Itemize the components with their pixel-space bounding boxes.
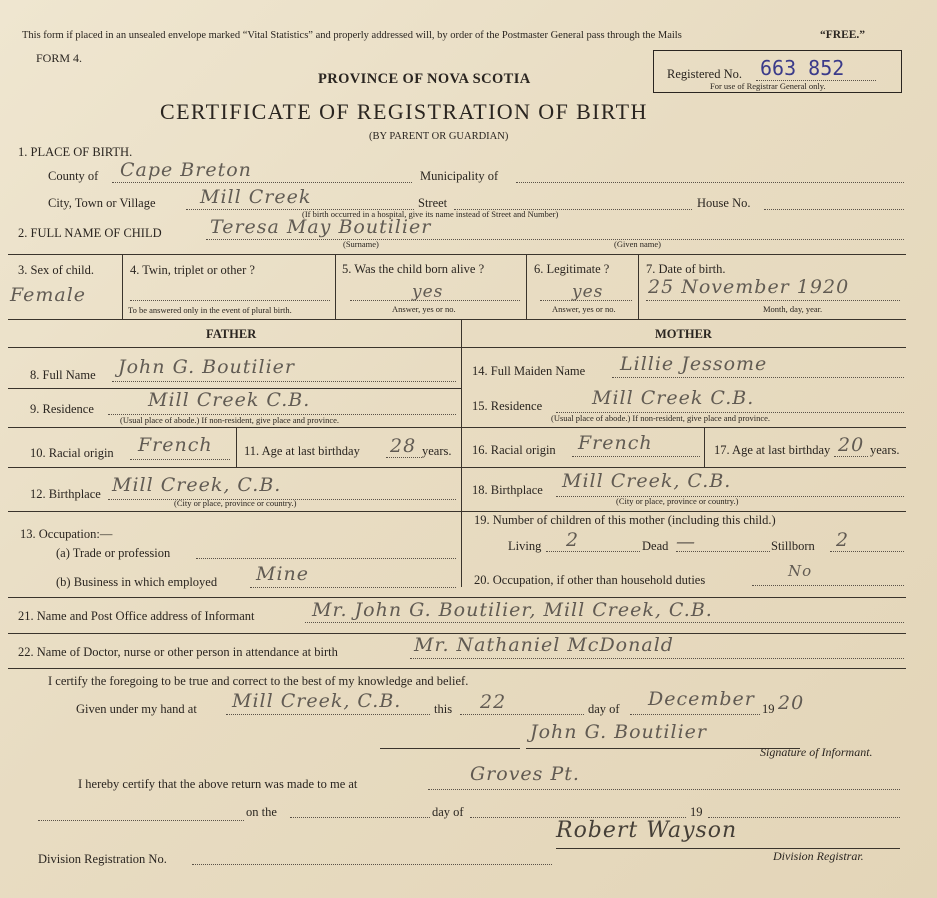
- twin-note: To be answered only in the event of plural birth.: [128, 305, 292, 315]
- father-racial-label: 10. Racial origin: [30, 446, 114, 460]
- father-birthplace-note: (City or place, province or country.): [174, 498, 297, 508]
- given-label: Given under my hand at: [76, 702, 197, 716]
- mother-racial-label: 16. Racial origin: [472, 443, 556, 457]
- mother-name-label: 14. Full Maiden Name: [472, 364, 586, 378]
- stillborn-label: Stillborn: [771, 539, 815, 553]
- mother-residence-value: Mill Creek C.B.: [592, 387, 755, 409]
- informant-signature: John G. Boutilier: [530, 721, 707, 743]
- father-years: years.: [422, 444, 452, 458]
- alive-label: 5. Was the child born alive ?: [342, 262, 485, 276]
- on-the-label: on the: [246, 805, 277, 819]
- mother-residence-note: (Usual place of abode.) If non-resident, give place and province.: [551, 413, 771, 423]
- mother-birthplace-label: 18. Birthplace: [472, 483, 543, 497]
- mother-birthplace-note: (City or place, province or country.): [616, 496, 739, 506]
- father-business-label: (b) Business in which employed: [56, 575, 218, 589]
- surname-note: (Surname): [343, 239, 379, 249]
- mother-residence-label: 15. Residence: [472, 399, 543, 413]
- doctor-label: 22. Name of Doctor, nurse or other person in attendance at birth: [18, 645, 338, 659]
- given-month-value: December: [648, 688, 755, 710]
- return-label: I hereby certify that the above return was made to me at: [78, 777, 358, 791]
- division-no-label: Division Registration No.: [38, 852, 167, 866]
- alive-note: Answer, yes or no.: [392, 304, 456, 314]
- legitimate-note: Answer, yes or no.: [552, 304, 616, 314]
- child-name-label: 2. FULL NAME OF CHILD: [18, 226, 162, 240]
- informant-label: 21. Name and Post Office address of Informant: [18, 609, 255, 623]
- mother-name-value: Lillie Jessome: [620, 353, 768, 375]
- mother-age-value: 20: [838, 434, 865, 456]
- mother-years: years.: [870, 443, 900, 457]
- legitimate-label: 6. Legitimate ?: [534, 262, 610, 276]
- mother-occupation-value: No: [788, 562, 813, 580]
- city-value: Mill Creek: [200, 186, 312, 208]
- living-value: 2: [566, 529, 580, 551]
- province-heading: PROVINCE OF NOVA SCOTIA: [318, 71, 531, 87]
- father-residence-value: Mill Creek C.B.: [148, 389, 311, 411]
- living-label: Living: [508, 539, 542, 553]
- father-heading: FATHER: [206, 327, 257, 341]
- county-label: County of: [48, 169, 99, 183]
- father-residence-note: (Usual place of abode.) If non-resident, give place and province.: [120, 415, 340, 425]
- registrar-note: For use of Registrar General only.: [710, 81, 826, 91]
- return-place-value: Groves Pt.: [470, 763, 580, 785]
- given-place-value: Mill Creek, C.B.: [232, 690, 402, 712]
- this-label: this: [434, 702, 453, 716]
- father-age-label: 11. Age at last birthday: [244, 444, 360, 458]
- registered-number: 663 852: [760, 56, 845, 80]
- county-value: Cape Breton: [120, 159, 252, 181]
- year-prefix-2: 19: [690, 805, 703, 819]
- mother-occupation-label: 20. Occupation, if other than household duties: [474, 573, 706, 587]
- father-birthplace-value: Mill Creek, C.B.: [112, 474, 282, 496]
- given-day-value: 22: [480, 691, 507, 713]
- street-label: Street: [418, 196, 448, 210]
- dead-value: —: [676, 531, 696, 553]
- sex-label: 3. Sex of child.: [18, 263, 95, 277]
- date-label: 7. Date of birth.: [646, 262, 726, 276]
- hospital-note: (If birth occurred in a hospital, give its name instead of Street and Number): [302, 209, 559, 219]
- mother-age-label: 17. Age at last birthday: [714, 443, 831, 457]
- registrar-signature: Robert Wayson: [556, 818, 738, 843]
- dead-label: Dead: [642, 539, 669, 553]
- mail-notice: This form if placed in an unsealed envelope marked “Vital Statistics” and properly addressed will, by order of the Postmaster General pass through the Mails: [22, 30, 682, 41]
- registered-label: Registered No.: [667, 67, 742, 81]
- sex-value: Female: [10, 284, 87, 306]
- father-age-value: 28: [390, 435, 417, 457]
- day-of-label: day of: [588, 702, 620, 716]
- twin-label: 4. Twin, triplet or other ?: [130, 263, 255, 277]
- child-name-value: Teresa May Boutilier: [210, 216, 432, 238]
- alive-value: yes: [412, 282, 444, 302]
- free-notice: “FREE.”: [820, 29, 866, 41]
- house-no-label: House No.: [697, 196, 751, 210]
- given-name-note: (Given name): [614, 239, 661, 249]
- father-business-value: Mine: [256, 563, 310, 585]
- father-birthplace-label: 12. Birthplace: [30, 487, 101, 501]
- certify-statement: I certify the foregoing to be true and correct to the best of my knowledge and belief.: [48, 674, 469, 688]
- registrar-label: Division Registrar.: [773, 849, 864, 863]
- year-prefix: 19: [762, 702, 775, 716]
- municipality-label: Municipality of: [420, 169, 499, 183]
- signature-label: Signature of Informant.: [760, 745, 873, 759]
- day-of-label-2: day of: [432, 805, 464, 819]
- father-occupation-label: 13. Occupation:—: [20, 527, 113, 541]
- stillborn-value: 2: [836, 529, 850, 551]
- mother-racial-value: French: [578, 432, 653, 454]
- informant-value: Mr. John G. Boutilier, Mill Creek, C.B.: [312, 599, 713, 621]
- legitimate-value: yes: [572, 282, 604, 302]
- mother-children-label: 19. Number of children of this mother (including this child.): [474, 513, 776, 527]
- date-note: Month, day, year.: [763, 304, 823, 314]
- place-heading: 1. PLACE OF BIRTH.: [18, 145, 133, 159]
- certificate-subtitle: (BY PARENT OR GUARDIAN): [369, 131, 509, 142]
- father-trade-label: (a) Trade or profession: [56, 546, 171, 560]
- city-label: City, Town or Village: [48, 196, 156, 210]
- mother-heading: MOTHER: [655, 327, 712, 341]
- date-value: 25 November 1920: [648, 276, 850, 298]
- certificate-title: CERTIFICATE OF REGISTRATION OF BIRTH: [160, 99, 648, 124]
- father-name-value: John G. Boutilier: [118, 356, 295, 378]
- form-number: FORM 4.: [36, 51, 83, 65]
- given-year-value: 20: [778, 692, 805, 714]
- doctor-value: Mr. Nathaniel McDonald: [414, 634, 674, 656]
- father-name-label: 8. Full Name: [30, 368, 96, 382]
- mother-birthplace-value: Mill Creek, C.B.: [562, 470, 732, 492]
- father-racial-value: French: [138, 434, 213, 456]
- father-residence-label: 9. Residence: [30, 402, 94, 416]
